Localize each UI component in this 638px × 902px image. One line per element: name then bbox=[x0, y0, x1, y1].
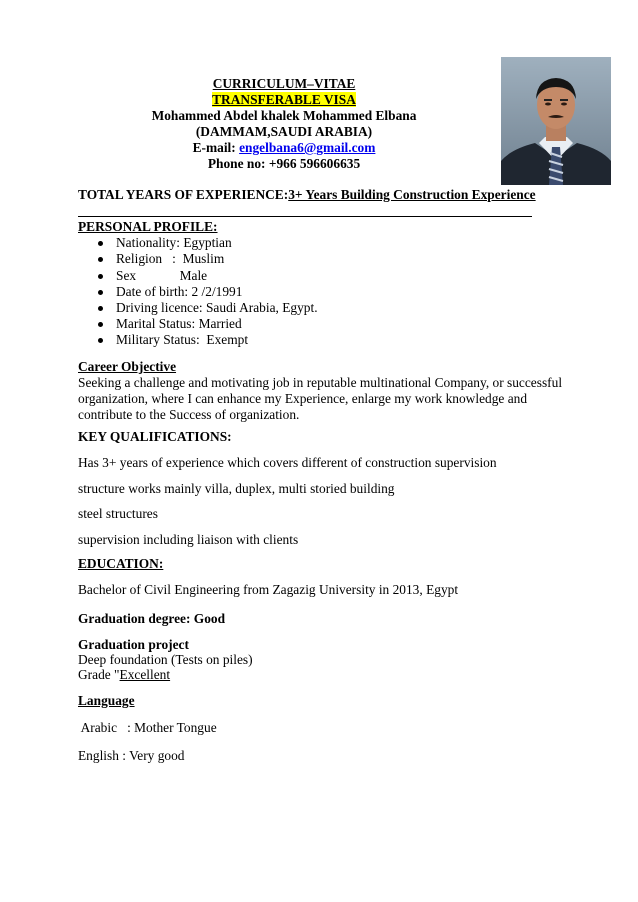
qualification-item: steel structures bbox=[78, 506, 158, 521]
profile-photo bbox=[501, 57, 611, 185]
total-experience bbox=[78, 187, 536, 203]
graduation-project-heading: Graduation project bbox=[78, 637, 189, 652]
experience-label: TOTAL YEARS OF EXPERIENCE: bbox=[78, 187, 289, 202]
language-item-english: English : Very good bbox=[78, 748, 185, 763]
personal-profile-heading: PERSONAL PROFILE: bbox=[78, 219, 218, 234]
bullet-icon bbox=[98, 338, 103, 343]
career-objective-text bbox=[78, 375, 563, 423]
objective-line: Seeking a challenge and motivating job in reputable multinational Company, or successful bbox=[78, 375, 563, 390]
career-objective-heading: Career Objective bbox=[78, 359, 177, 374]
bullet-icon bbox=[98, 274, 103, 279]
phone-line: Phone no: +966 596606635 bbox=[207, 156, 361, 171]
candidate-name: Mohammed Abdel khalek Mohammed Elbana bbox=[151, 108, 417, 123]
visa-status bbox=[74, 92, 494, 108]
language-heading: Language bbox=[78, 693, 135, 708]
objective-line: contribute to the Success of organization. bbox=[78, 407, 300, 422]
education-degree: Bachelor of Civil Engineering from Zagazig University in 2013, Egypt bbox=[78, 582, 459, 597]
bullet-icon bbox=[98, 322, 103, 327]
graduation-grade bbox=[78, 667, 170, 683]
bullet-icon bbox=[98, 290, 103, 295]
bullet-icon bbox=[98, 257, 103, 262]
email-line bbox=[74, 140, 494, 156]
language-item-arabic: Arabic : Mother Tongue bbox=[78, 720, 217, 735]
key-qualifications-heading: KEY QUALIFICATIONS: bbox=[78, 429, 232, 444]
cv-title: CURRICULUM–VITAE bbox=[212, 76, 356, 91]
bullet-icon bbox=[98, 306, 103, 311]
person-photo-icon bbox=[501, 57, 611, 185]
objective-line: organization, where I can enhance my Experience, enlarge my work knowledge and bbox=[78, 391, 528, 406]
candidate-location: (DAMMAM,SAUDI ARABIA) bbox=[195, 124, 373, 139]
qualification-item: Has 3+ years of experience which covers different of construction supervision bbox=[78, 455, 497, 470]
email-label: E-mail: bbox=[192, 140, 240, 155]
email-link[interactable]: engelbana6@gmail.com bbox=[239, 140, 376, 155]
qualification-item: supervision including liaison with clients bbox=[78, 532, 299, 547]
qualification-item: structure works mainly villa, duplex, multi storied building bbox=[78, 481, 395, 496]
grade-value: Excellent bbox=[119, 667, 171, 682]
experience-value: 3+ Years Building Construction Experience bbox=[288, 187, 536, 202]
graduation-project-desc: Deep foundation (Tests on piles) bbox=[78, 652, 253, 667]
education-heading: EDUCATION: bbox=[78, 556, 164, 571]
graduation-degree: Graduation degree: Good bbox=[78, 611, 226, 626]
grade-label: Grade " bbox=[78, 667, 120, 682]
bullet-icon bbox=[98, 241, 103, 246]
visa-highlight: TRANSFERABLE VISA bbox=[212, 92, 356, 107]
section-divider bbox=[78, 216, 532, 217]
